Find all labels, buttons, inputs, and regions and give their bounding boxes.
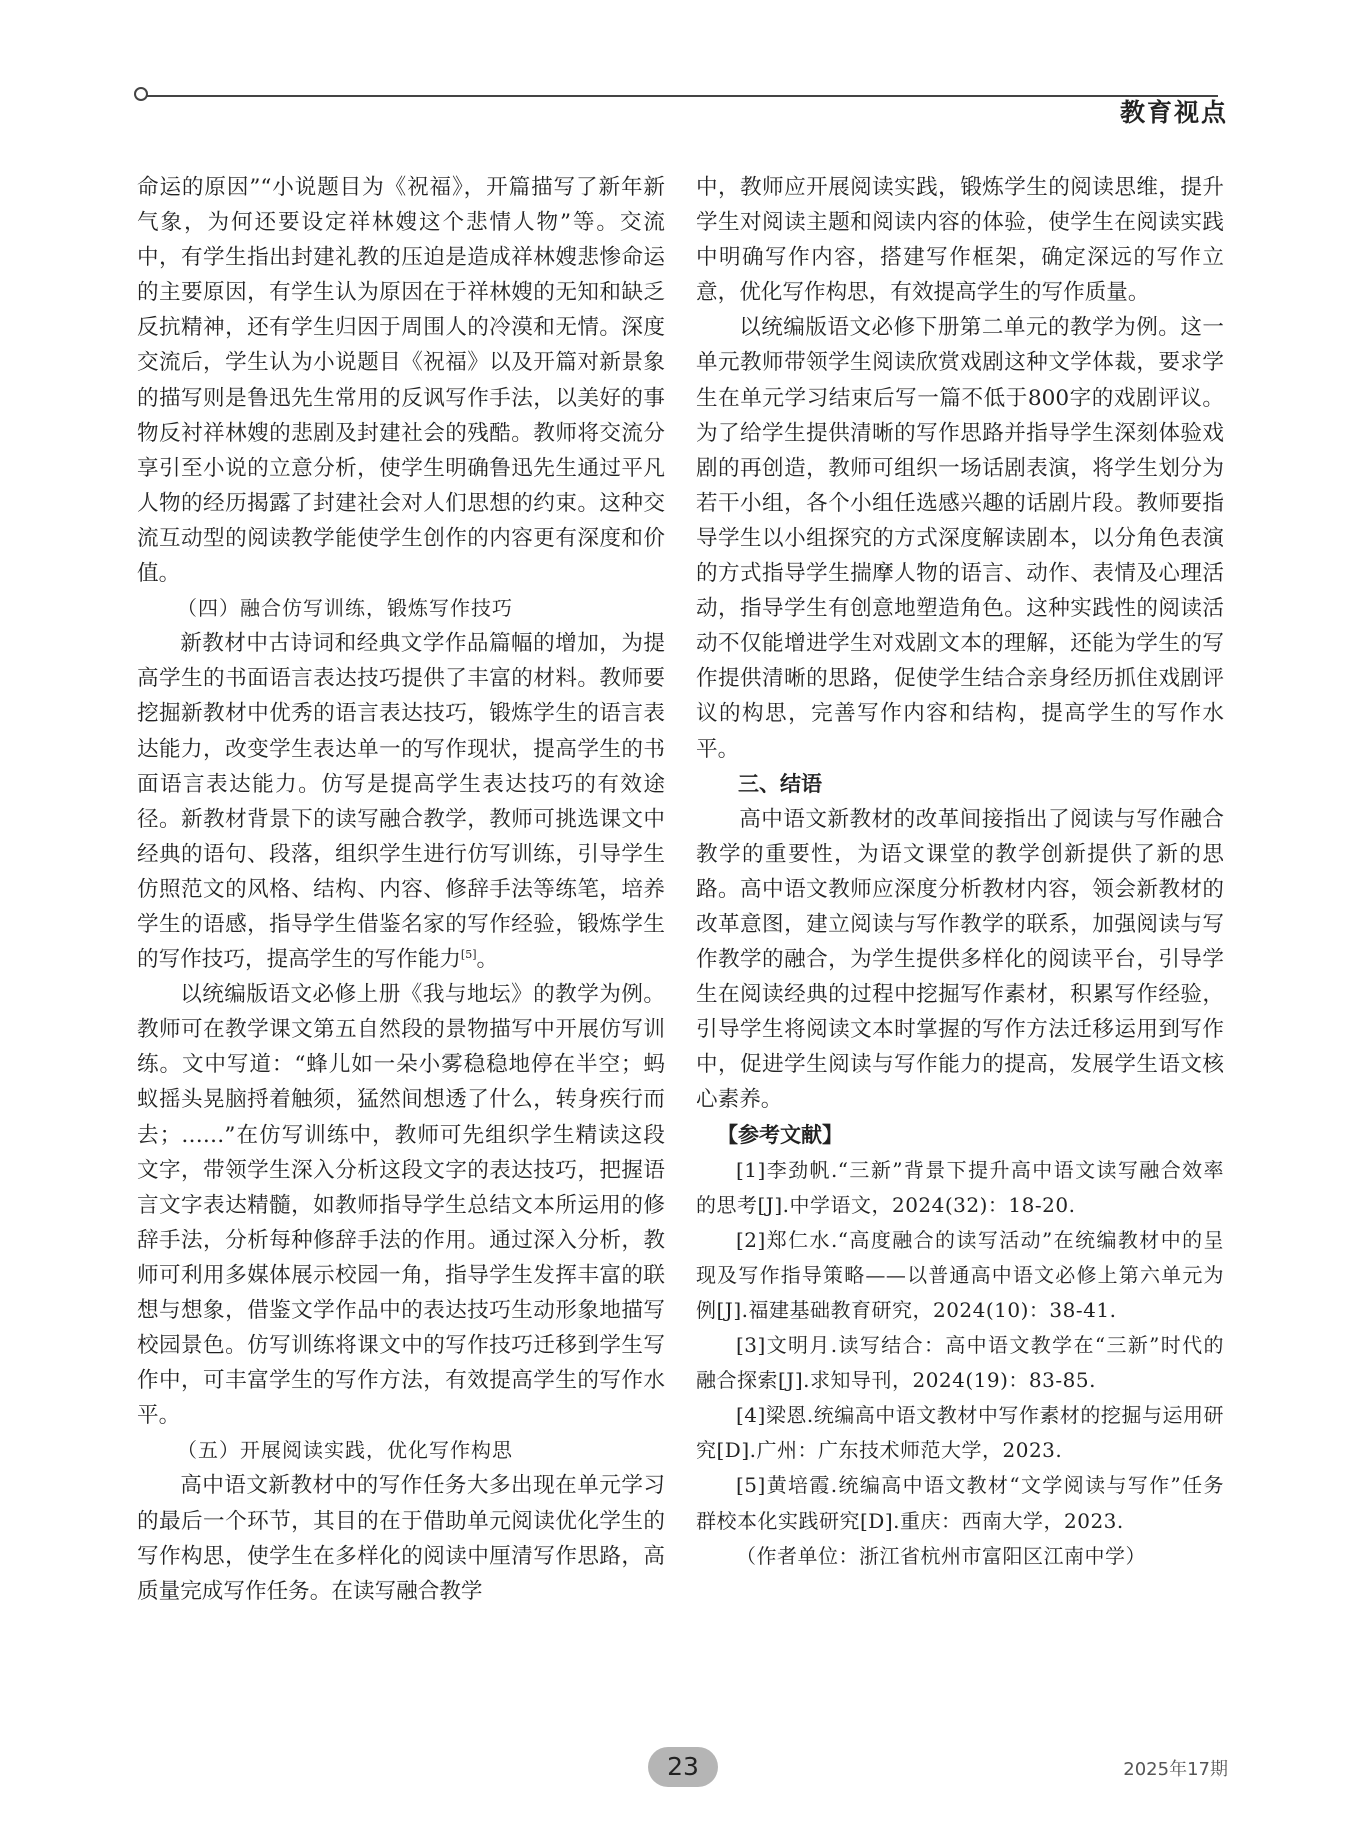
- paragraph: 中，教师应开展阅读实践，锻炼学生的阅读思维，提升学生对阅读主题和阅读内容的体验，使学生在阅读实践中明确写作内容，搭建写作框架，确定深远的写作立意，优化写作构思，有效提高学生的写作质量。: [696, 175, 1224, 306]
- header-circle-ornament: [134, 87, 148, 101]
- paragraph: 命运的原因”“小说题目为《祝福》，开篇描写了新年新气象，为何还要设定祥林嫂这个悲情人物”等。交流中，有学生指出封建礼教的压迫是造成祥林嫂悲惨命运的主要原因，有学生认为原因在于祥林嫂的无知和缺乏反抗精神，还有学生归因于周围人的冷漠和无情。深度交流后，学生认为小说题目《祝福》以及开篇对新景象的描写则是鲁迅先生常用的反讽写作手法，以美好的事物反衬祥林嫂的悲剧及封建社会的残酷。教师将交流分享引至小说的立意分析，使学生明确鲁迅先生通过平凡人物的经历揭露了封建社会对人们思想的约束。这种交流互动型的阅读教学能使学生创作的内容更有深度和价值。: [137, 175, 665, 587]
- reference-item: [1]李劲帆.“三新”背景下提升高中语文读写融合效率的思考[J].中学语文，2024(32)：18-20.: [696, 1157, 1224, 1217]
- left-column: [137, 170, 665, 1609]
- right-column: [696, 170, 1224, 1574]
- subheading-4: （四）融合仿写训练，锻炼写作技巧: [177, 596, 513, 621]
- reference-item: [3]文明月.读写结合：高中语文教学在“三新”时代的融合探索[J].求知导刊，2024(19)：83-85.: [696, 1333, 1224, 1393]
- section-heading: 三、结语: [738, 771, 822, 796]
- reference-item: [5]黄培霞.统编高中语文教材“文学阅读与写作”任务群校本化实践研究[D].重庆：西南大学，2023.: [696, 1473, 1224, 1533]
- paragraph: 高中语文新教材中的写作任务大多出现在单元学习的最后一个环节，其目的在于借助单元阅读优化学生的写作构思，使学生在多样化的阅读中厘清写作思路，高质量完成写作任务。在读写融合教学: [137, 1473, 665, 1604]
- paragraph: 以统编版语文必修下册第二单元的教学为例。这一单元教师带领学生阅读欣赏戏剧这种文学体裁，要求学生在单元学习结束后写一篇不低于800字的戏剧评议。为了给学生提供清晰的写作思路并指导学生深刻体验戏剧的再创造，教师可组织一场话剧表演，将学生划分为若干小组，各个小组任选感兴趣的话剧片段。教师要指导学生以小组探究的方式深度解读剧本，以分角色表演的方式指导学生揣摩人物的语言、动作、表情及心理活动，指导学生有创意地塑造角色。这种实践性的阅读活动不仅能增进学生对戏剧文本的理解，还能为学生的写作提供清晰的思路，促使学生结合亲身经历抓住戏剧评议的构思，完善写作内容和结构，提高学生的写作水平。: [696, 315, 1224, 762]
- subheading-5: （五）开展阅读实践，优化写作构思: [177, 1438, 513, 1463]
- paragraph: [137, 626, 665, 977]
- issue-label: 2025年17期: [1123, 1759, 1228, 1780]
- paragraph: 以统编版语文必修上册《我与地坛》的教学为例。教师可在教学课文第五自然段的景物描写中开展仿写训练。文中写道：“蜂儿如一朵小雾稳稳地停在半空；蚂蚁摇头晃脑捋着触须，猛然间想透了什么，转身疾行而去；……”在仿写训练中，教师可先组织学生精读这段文字，带领学生深入分析这段文字的表达技巧，把握语言文字表达精髓，如教师指导学生总结文本所运用的修辞手法，分析每种修辞手法的作用。通过深入分析，教师可利用多媒体展示校园一角，指导学生发挥丰富的联想与想象，借鉴文学作品中的表达技巧生动形象地描写校园景色。仿写训练将课文中的写作技巧迁移到学生写作中，可丰富学生的写作方法，有效提高学生的写作水平。: [137, 982, 665, 1429]
- paragraph-end: 。: [476, 947, 499, 973]
- reference-item: [2]郑仁水.“高度融合的读写活动”在统编教材中的呈现及写作指导策略——以普通高中语文必修上第六单元为例[J].福建基础教育研究，2024(10)：38-41.: [696, 1227, 1224, 1322]
- author-affiliation: （作者单位：浙江省杭州市富阳区江南中学）: [736, 1543, 1146, 1568]
- paragraph-text: 新教材中古诗词和经典文学作品篇幅的增加，为提高学生的书面语言表达技巧提供了丰富的材料。教师要挖掘新教材中优秀的语言表达技巧，锻炼学生的语言表达能力，改变学生表达单一的写作现状，提高学生的书面语言表达能力。仿写是提高学生表达技巧的有效途径。新教材背景下的读写融合教学，教师可挑选课文中经典的语句、段落，组织学生进行仿写训练，引导学生仿照范文的风格、结构、内容、修辞手法等练笔，培养学生的语感，指导学生借鉴名家的写作经验，锻炼学生的写作技巧，提高学生的写作能力: [137, 631, 665, 973]
- citation-marker: [5]: [460, 947, 477, 961]
- header-rule: [144, 95, 1218, 97]
- reference-item: [4]梁恩.统编高中语文教材中写作素材的挖掘与运用研究[D].广州：广东技术师范大学，2023.: [696, 1403, 1224, 1463]
- references-heading: 【参考文献】: [717, 1122, 843, 1147]
- page-number: 23: [667, 1752, 699, 1781]
- section-title: 教育视点: [1119, 98, 1228, 127]
- paragraph: 高中语文新教材的改革间接指出了阅读与写作融合教学的重要性，为语文课堂的教学创新提供了新的思路。高中语文教师应深度分析教材内容，领会新教材的改革意图，建立阅读与写作教学的联系，加强阅读与写作教学的融合，为学生提供多样化的阅读平台，引导学生在阅读经典的过程中挖掘写作素材，积累写作经验，引导学生将阅读文本时掌握的写作方法迁移运用到写作中，促进学生阅读与写作能力的提高，发展学生语文核心素养。: [696, 806, 1224, 1113]
